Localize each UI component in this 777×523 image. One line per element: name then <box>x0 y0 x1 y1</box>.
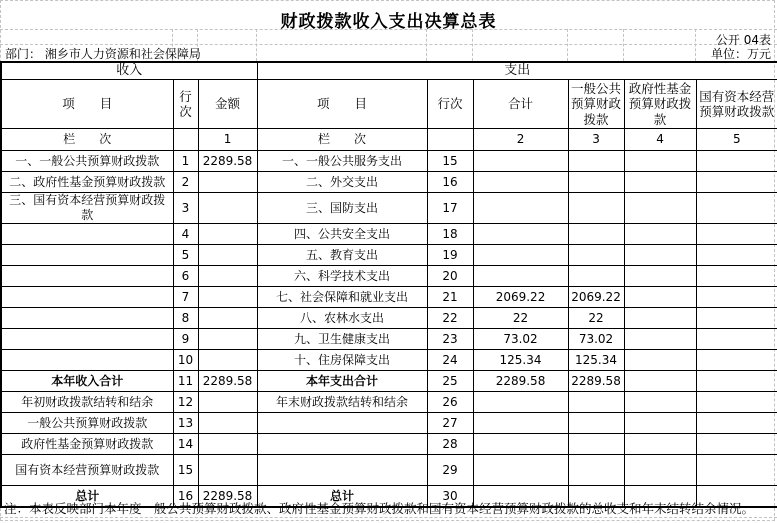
table-row <box>1 413 777 434</box>
expense-rowno-cell: 29 <box>427 455 473 486</box>
expense-rowno-cell: 23 <box>427 329 473 350</box>
income-amount-cell <box>198 455 257 486</box>
income-item-cell <box>1 308 173 329</box>
income-item-cell <box>1 350 173 371</box>
gridline <box>623 29 624 61</box>
final-accounts-table <box>0 61 777 508</box>
state-capital-cell <box>696 371 777 392</box>
total-cell <box>473 224 568 245</box>
total-cell: 22 <box>473 308 568 329</box>
state-capital-cell <box>696 455 777 486</box>
sheet-number-label: 公开 04表 <box>715 33 771 47</box>
income-rowno-cell: 14 <box>173 434 198 455</box>
income-rowno-cell: 11 <box>173 371 198 392</box>
expense-item-cell: 七、社会保障和就业支出 <box>257 287 427 308</box>
expense-item-cell: 年末财政拨款结转和结余 <box>257 392 427 413</box>
general-budget-cell <box>568 172 624 193</box>
expense-item-cell: 五、教育支出 <box>257 245 427 266</box>
state-capital-cell <box>696 224 777 245</box>
total-cell <box>473 266 568 287</box>
income-rowno-cell: 1 <box>173 151 198 172</box>
expense-item-cell: 四、公共安全支出 <box>257 224 427 245</box>
total-cell <box>473 413 568 434</box>
income-rowno-cell: 5 <box>173 245 198 266</box>
income-item-cell: 国有资本经营预算财政拨款 <box>1 455 173 486</box>
income-amount-cell <box>198 172 257 193</box>
income-amount-cell <box>198 329 257 350</box>
gov-fund-cell <box>624 413 696 434</box>
gov-fund-cell <box>624 308 696 329</box>
income-item-cell <box>1 224 173 245</box>
state-capital-cell <box>696 392 777 413</box>
income-item-cell <box>1 329 173 350</box>
lanci-blank <box>173 129 198 151</box>
income-amount-cell <box>198 266 257 287</box>
income-rowno-cell: 15 <box>173 455 198 486</box>
expense-rowno-cell: 17 <box>427 193 473 224</box>
income-item-cell: 三、国有资本经营预算财政拨款 <box>1 193 173 224</box>
income-item-header: 项 目 <box>1 80 173 129</box>
gridline <box>256 29 257 61</box>
table-row <box>1 392 777 413</box>
total-cell: 2289.58 <box>473 371 568 392</box>
income-rowno-cell: 10 <box>173 350 198 371</box>
income-section-header: 收入 <box>1 62 257 80</box>
expense-item-cell <box>257 413 427 434</box>
income-rowno-cell: 6 <box>173 266 198 287</box>
general-budget-header: 一般公共预算财政拨款 <box>568 80 624 129</box>
general-budget-cell <box>568 151 624 172</box>
total-cell <box>473 172 568 193</box>
income-item-cell: 一、一般公共预算财政拨款 <box>1 151 173 172</box>
table-row <box>1 266 777 287</box>
table-row <box>1 455 777 486</box>
gov-fund-cell <box>624 245 696 266</box>
state-capital-cell <box>696 266 777 287</box>
income-item-cell: 本年收入合计 <box>1 371 173 392</box>
gov-fund-cell <box>624 350 696 371</box>
lanci-col3: 3 <box>568 129 624 151</box>
lanci-col2: 2 <box>473 129 568 151</box>
gridline <box>567 29 568 61</box>
income-amount-cell <box>198 287 257 308</box>
table-row <box>1 329 777 350</box>
expense-rowno-cell: 28 <box>427 434 473 455</box>
gridline <box>426 29 427 61</box>
general-budget-cell <box>568 413 624 434</box>
department-label: 部门： 湘乡市人力资源和社会保障局 <box>5 47 201 61</box>
income-rowno-cell: 16 <box>173 486 198 507</box>
unit-label: 单位：万元 <box>710 47 771 61</box>
table-row <box>1 151 777 172</box>
income-item-cell: 年初财政拨款结转和结余 <box>1 392 173 413</box>
income-amount-cell <box>198 350 257 371</box>
income-rowno-header: 行次 <box>173 80 198 129</box>
general-budget-cell: 73.02 <box>568 329 624 350</box>
state-capital-cell <box>696 172 777 193</box>
lanci-label-expense: 栏 次 <box>257 129 427 151</box>
general-budget-cell <box>568 392 624 413</box>
lanci-col1: 1 <box>198 129 257 151</box>
general-budget-cell <box>568 266 624 287</box>
gridline <box>472 29 473 61</box>
expense-item-cell: 二、外交支出 <box>257 172 427 193</box>
expense-item-cell: 本年支出合计 <box>257 371 427 392</box>
income-amount-cell <box>198 434 257 455</box>
income-amount-cell <box>198 413 257 434</box>
income-item-cell: 二、政府性基金预算财政拨款 <box>1 172 173 193</box>
income-amount-cell <box>198 245 257 266</box>
income-rowno-cell: 2 <box>173 172 198 193</box>
gov-fund-cell <box>624 193 696 224</box>
income-item-cell <box>1 287 173 308</box>
state-capital-cell <box>696 434 777 455</box>
gridline <box>0 517 777 518</box>
expense-item-cell: 八、农林水支出 <box>257 308 427 329</box>
income-amount-cell: 2289.58 <box>198 151 257 172</box>
general-budget-cell: 22 <box>568 308 624 329</box>
income-rowno-cell: 7 <box>173 287 198 308</box>
general-budget-cell <box>568 455 624 486</box>
table-row <box>1 287 777 308</box>
general-budget-cell: 2069.22 <box>568 287 624 308</box>
total-cell <box>473 245 568 266</box>
lanci-blank <box>427 129 473 151</box>
total-cell <box>473 392 568 413</box>
expense-rowno-cell: 19 <box>427 245 473 266</box>
expense-rowno-cell: 27 <box>427 413 473 434</box>
income-item-cell <box>1 245 173 266</box>
lanci-label-income: 栏 次 <box>1 129 173 151</box>
state-capital-cell <box>696 329 777 350</box>
table-row <box>1 172 777 193</box>
column-header-row <box>1 80 777 129</box>
general-budget-cell: 125.34 <box>568 350 624 371</box>
state-capital-cell <box>696 151 777 172</box>
total-cell: 125.34 <box>473 350 568 371</box>
state-capital-cell <box>696 193 777 224</box>
total-cell: 73.02 <box>473 329 568 350</box>
expense-rowno-cell: 20 <box>427 266 473 287</box>
expense-item-cell: 总计 <box>257 486 427 507</box>
income-item-cell <box>1 266 173 287</box>
expense-rowno-header: 行次 <box>427 80 473 129</box>
expense-rowno-cell: 15 <box>427 151 473 172</box>
gov-fund-cell <box>624 392 696 413</box>
income-rowno-cell: 8 <box>173 308 198 329</box>
table-row <box>1 193 777 224</box>
expense-item-cell: 一、一般公共服务支出 <box>257 151 427 172</box>
expense-item-cell <box>257 455 427 486</box>
page-title: 财政拨款收入支出决算总表 <box>280 12 497 32</box>
gov-fund-cell <box>624 172 696 193</box>
table-row <box>1 350 777 371</box>
total-header: 合计 <box>473 80 568 129</box>
expense-item-header: 项 目 <box>257 80 427 129</box>
expense-rowno-cell: 18 <box>427 224 473 245</box>
gov-fund-header: 政府性基金预算财政拨款 <box>624 80 696 129</box>
income-rowno-cell: 4 <box>173 224 198 245</box>
total-cell: 2069.22 <box>473 287 568 308</box>
column-index-row <box>1 129 777 151</box>
expense-rowno-cell: 26 <box>427 392 473 413</box>
general-budget-cell: 2289.58 <box>568 371 624 392</box>
expense-item-cell: 三、国防支出 <box>257 193 427 224</box>
expense-section-header: 支出 <box>257 62 777 80</box>
total-cell <box>473 455 568 486</box>
state-capital-cell <box>696 350 777 371</box>
expense-rowno-cell: 24 <box>427 350 473 371</box>
general-budget-cell <box>568 245 624 266</box>
income-rowno-cell: 3 <box>173 193 198 224</box>
expense-rowno-cell: 16 <box>427 172 473 193</box>
gov-fund-cell <box>624 329 696 350</box>
state-capital-header: 国有资本经营预算财政拨款 <box>696 80 777 129</box>
income-amount-cell: 2289.58 <box>198 486 257 507</box>
general-budget-cell <box>568 193 624 224</box>
income-amount-cell <box>198 308 257 329</box>
subtotal-row <box>1 371 777 392</box>
lanci-col5: 5 <box>696 129 777 151</box>
gridline <box>695 29 696 61</box>
state-capital-cell <box>696 308 777 329</box>
state-capital-cell <box>696 287 777 308</box>
amount-header: 金额 <box>198 80 257 129</box>
gov-fund-cell <box>624 434 696 455</box>
gov-fund-cell <box>624 151 696 172</box>
footnote: 注：本表反映部门本年度一般公共预算财政拨款、政府性基金预算财政拨款和国有资本经营预算财政拨款的总收支和年末结转结余情况。 <box>4 501 755 516</box>
total-cell <box>473 434 568 455</box>
gov-fund-cell <box>624 371 696 392</box>
income-item-cell: 一般公共预算财政拨款 <box>1 413 173 434</box>
income-amount-cell: 2289.58 <box>198 371 257 392</box>
income-amount-cell <box>198 224 257 245</box>
table-row <box>1 434 777 455</box>
income-amount-cell <box>198 193 257 224</box>
lanci-col4: 4 <box>624 129 696 151</box>
expense-item-cell <box>257 434 427 455</box>
gov-fund-cell <box>624 455 696 486</box>
expense-item-cell: 九、卫生健康支出 <box>257 329 427 350</box>
expense-item-cell: 十、住房保障支出 <box>257 350 427 371</box>
expense-rowno-cell: 25 <box>427 371 473 392</box>
total-cell <box>473 193 568 224</box>
state-capital-cell <box>696 245 777 266</box>
state-capital-cell <box>696 413 777 434</box>
gov-fund-cell <box>624 224 696 245</box>
expense-rowno-cell: 30 <box>427 486 473 507</box>
gov-fund-cell <box>624 266 696 287</box>
section-header-row <box>1 62 777 80</box>
general-budget-cell <box>568 434 624 455</box>
expense-rowno-cell: 22 <box>427 308 473 329</box>
expense-item-cell: 六、科学技术支出 <box>257 266 427 287</box>
expense-rowno-cell: 21 <box>427 287 473 308</box>
total-cell <box>473 151 568 172</box>
general-budget-cell <box>568 224 624 245</box>
income-item-cell: 总计 <box>1 486 173 507</box>
income-rowno-cell: 9 <box>173 329 198 350</box>
income-item-cell: 政府性基金预算财政拨款 <box>1 434 173 455</box>
table-row <box>1 224 777 245</box>
income-amount-cell <box>198 392 257 413</box>
gov-fund-cell <box>624 287 696 308</box>
income-rowno-cell: 13 <box>173 413 198 434</box>
income-rowno-cell: 12 <box>173 392 198 413</box>
table-row <box>1 308 777 329</box>
table-row <box>1 245 777 266</box>
